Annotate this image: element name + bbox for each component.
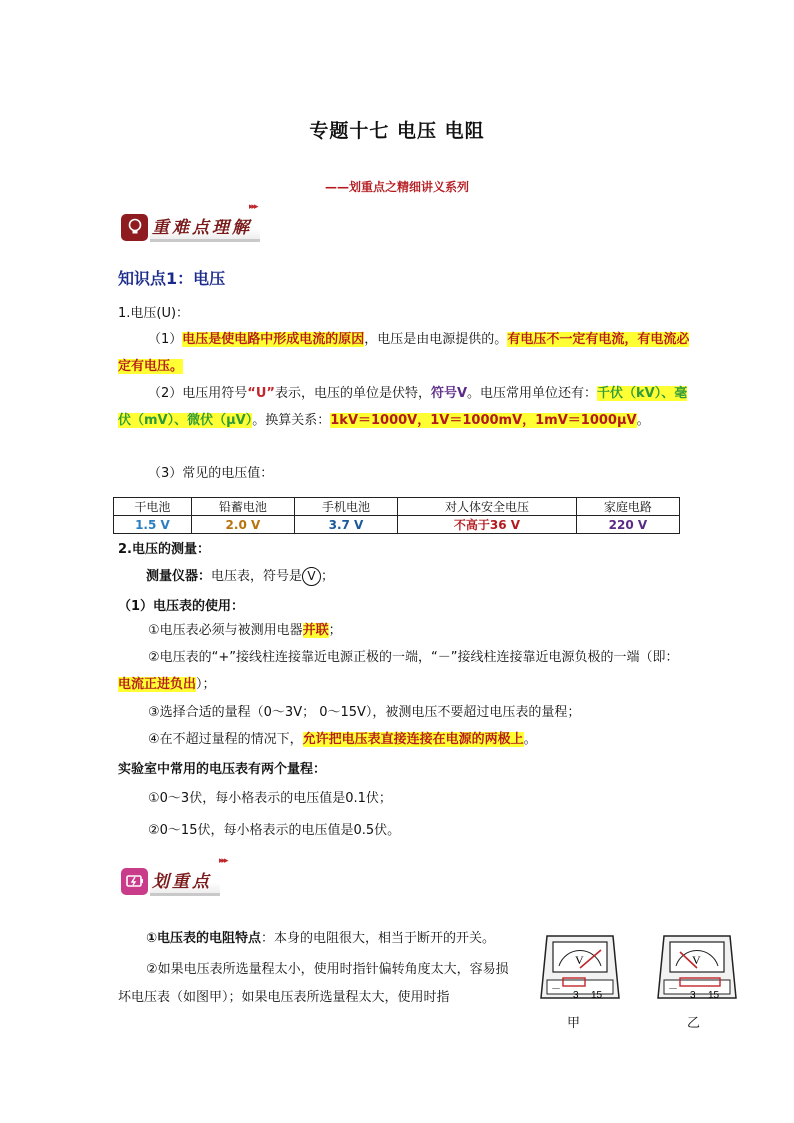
section-heading-voltage: 1.电压(U)： [118,306,190,321]
paragraph-voltage-units: （2）电压用符号“U”表示，电压的单位是伏特，符号V。电压常用单位还有：千伏（kV）、毫伏（mV）、微伏（μV）。换算关系：1kV＝1000V，1V＝1000mV，1mV＝1000μV。 [118,386,688,428]
table-cell: 不高于36 V [398,516,577,534]
section-banner-key-points [121,202,260,242]
arrows-icon: ▸▸▸ [249,202,257,212]
table-header-cell: 干电池 [114,498,192,516]
table-cell: 2.0 V [191,516,294,534]
voltmeter-figure-jia [535,928,625,1010]
usage-item-1: ①电压表必须与被测用电器并联； [148,623,342,638]
table-header-cell: 铅蓄电池 [191,498,294,516]
table-header-row [114,498,680,516]
page-title: 专题十七 电压 电阻 [309,120,485,142]
svg-text:3: 3 [573,990,579,1001]
svg-text:－: － [668,984,678,995]
figure-label-yi: 乙 [687,1016,701,1031]
svg-text:15: 15 [708,990,720,1001]
svg-text:15: 15 [591,990,603,1001]
voltage-table [113,497,680,534]
usage-heading: （1）电压表的使用： [118,599,245,614]
table-row [114,516,680,534]
svg-text:V: V [692,953,701,967]
section-heading-measurement: 2.电压的测量： [118,542,210,557]
voltmeter-symbol-icon: V [302,567,321,586]
usage-item-4: ④在不超过量程的情况下，允许把电压表直接连接在电源的两极上。 [148,732,537,747]
table-header-cell: 对人体安全电压 [398,498,577,516]
banner-title: 划重点 [150,866,220,896]
section-banner-highlights [121,856,227,896]
highlight-units: 千伏（kV）、毫伏（mV）、微伏（μV） [118,386,688,428]
table-cell: 3.7 V [294,516,397,534]
table-cell: 220 V [576,516,679,534]
table-header-cell: 家庭电路 [576,498,679,516]
usage-item-2: ②电压表的“+”接线柱连接靠近电源正极的一端，“－”接线柱连接靠近电源负极的一端（即：电流正进负出）； [118,650,679,692]
paragraph-voltage-definition: （1）电压是使电路中形成电流的原因，电压是由电源提供的。有电压不一定有电流，有电流必定有电压。 [118,332,690,374]
battery-icon [121,868,148,895]
key-note-1: ①电压表的电阻特点：本身的电阻很大，相当于断开的开关。 [146,931,496,946]
unit-symbol: 符号V [430,386,468,401]
banner-title: 重难点理解 [150,212,260,242]
voltage-symbol: “U” [247,386,275,401]
highlight-definition: 电压是使电路中形成电流的原因 [182,332,365,347]
figure-label-jia: 甲 [567,1016,581,1031]
svg-text:V: V [575,953,584,967]
svg-text:3: 3 [690,990,696,1001]
svg-text:－: － [551,984,561,995]
knowledge-point-heading: 知识点1：电压 [118,269,226,288]
highlight-conversion: 1kV＝1000V，1V＝1000mV，1mV＝1000μV [330,413,637,428]
usage-item-3: ③选择合适的量程（0～3V； 0～15V），被测电压不要超过电压表的量程； [148,705,581,720]
page-subtitle: ——划重点之精细讲义系列 [324,180,469,194]
arrows-icon: ▸▸▸ [219,856,227,866]
lightbulb-icon [121,214,148,241]
table-cell: 1.5 V [114,516,192,534]
voltmeter-figure-yi [652,928,742,1010]
key-note-2: ②如果电压表所选量程太小，使用时指针偏转角度太大，容易损坏电压表（如图甲）；如果电压表所选量程太大，使用时指 [118,962,509,1005]
paragraph-common-voltages: （3）常见的电压值： [148,466,274,481]
range-item-1: ①0～3伏，每小格表示的电压值是0.1伏； [148,791,392,806]
highlight-relation: 有电压不一定有电流，有电流必定有电压。 [118,332,690,374]
lab-range-heading: 实验室中常用的电压表有两个量程： [118,762,327,777]
table-header-cell: 手机电池 [294,498,397,516]
instrument-line: 测量仪器：电压表，符号是 V ； [146,569,335,584]
range-item-2: ②0～15伏，每小格表示的电压值是0.5伏。 [148,823,401,838]
